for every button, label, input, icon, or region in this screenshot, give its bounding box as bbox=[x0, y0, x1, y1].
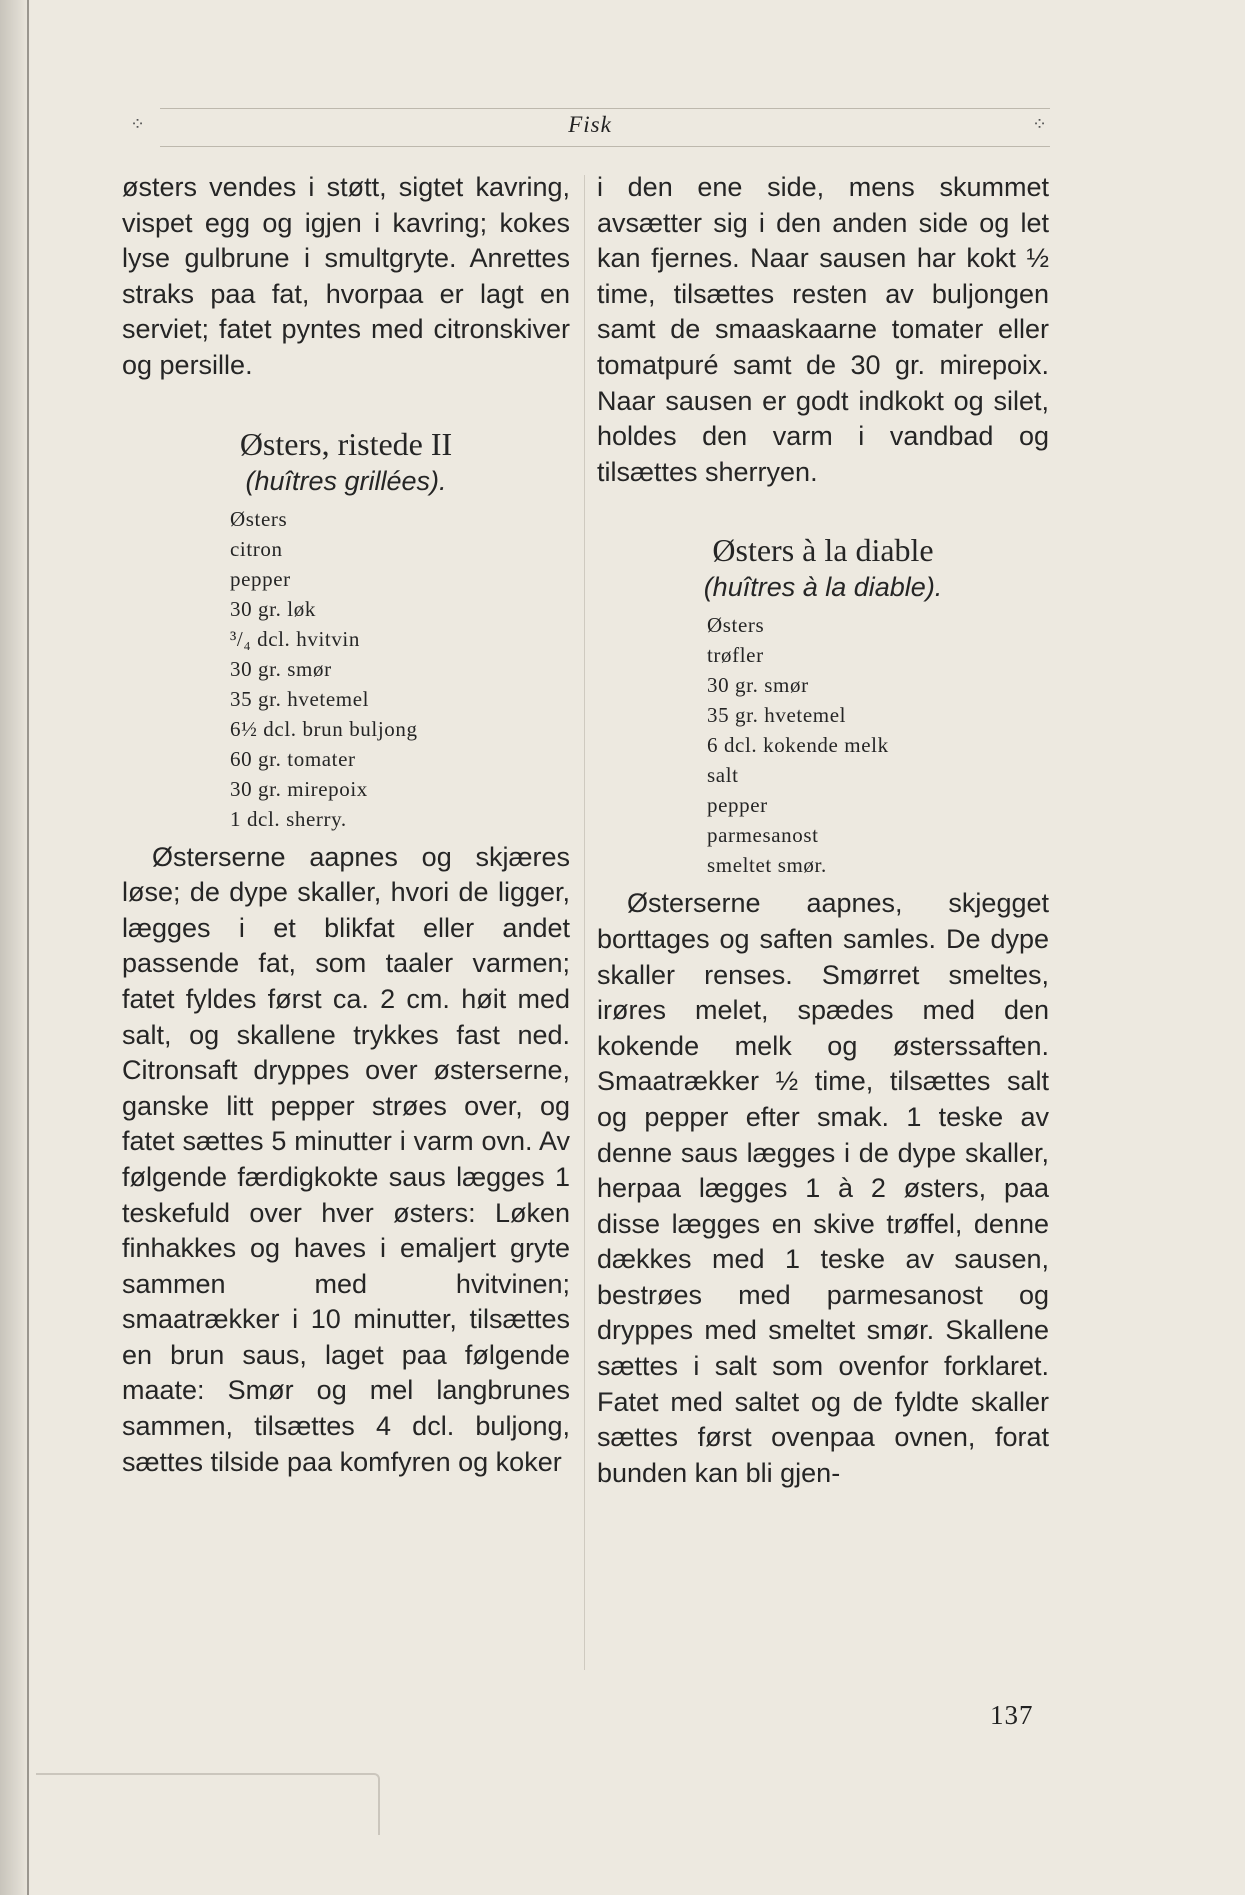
page-binding-edge bbox=[0, 0, 30, 1895]
ingredient-item: trøfler bbox=[707, 643, 764, 668]
recipe-title: Østers à la diable bbox=[712, 532, 934, 569]
ingredient-item: 35 gr. hvetemel bbox=[707, 703, 847, 728]
ingredient-item: 30 gr. løk bbox=[230, 596, 316, 621]
ingredient-item: 30 gr. smør bbox=[230, 656, 332, 681]
ingredient-item: 60 gr. tomater bbox=[230, 746, 356, 771]
page-tab-mark bbox=[36, 1773, 380, 1835]
page-binding-line bbox=[27, 0, 29, 1895]
ingredient-item: Østers bbox=[707, 613, 765, 638]
ingredient-item: Østers bbox=[230, 506, 288, 531]
ingredient-item: pepper bbox=[707, 793, 768, 818]
ingredient-item: 6½ dcl. brun buljong bbox=[230, 716, 418, 741]
recipe-subtitle: (huîtres grillées). bbox=[245, 465, 447, 496]
ingredient-item: salt bbox=[707, 763, 739, 788]
ingredient-item: parmesanost bbox=[707, 823, 819, 848]
ingredient-item: pepper bbox=[230, 566, 291, 591]
ingredient-item: 30 gr. smør bbox=[707, 673, 809, 698]
ingredient-list bbox=[122, 504, 570, 834]
left-column bbox=[122, 170, 570, 1480]
ingredient-item: 30 gr. mirepoix bbox=[230, 776, 368, 801]
method-paragraph: Østerserne aapnes og skjæres løse; de dype skaller, hvori de ligger, lægges i et blikfat eller andet passende fat, som taaler varmen; fatet fyldes først ca. 2 cm. høit med salt, og skallene trykkes fast ned. Citronsaft dryppes over østerserne, ganske litt pepper strøes over, og fatet sættes 5 minutter i varm ovn. Av følgende færdigkokte saus lægges 1 teskefuld over hver østers: Løken finhakkes og haves i emaljert gryte sammen med hvitvinen; smaatrækker i 10 minutter, tilsættes en brun saus, laget paa følgende maate: Smør og mel langbrunes sammen, tilsættes 4 dcl. buljong, sættes tilside paa komfyren og koker bbox=[122, 841, 570, 1477]
recipe-subtitle: (huîtres à la diable). bbox=[703, 572, 943, 603]
intro-paragraph: østers vendes i støtt, sigtet kavring, vispet egg og igjen i kavring; kokes lyse gulbrune i smultgryte. Anrettes straks paa fat, hvorpaa er lagt en serviet; fatet pyntes med citronskiver og persille. bbox=[122, 172, 570, 380]
header-rule-top bbox=[160, 108, 1050, 109]
header-rule-bottom bbox=[160, 146, 1050, 147]
ornament-right-icon: ⁘ bbox=[1032, 114, 1048, 134]
page-number: 137 bbox=[990, 1700, 1034, 1730]
ingredient-item: ³/₄ dcl. hvitvin bbox=[230, 626, 360, 651]
ingredient-item: 1 dcl. sherry. bbox=[230, 806, 347, 831]
ingredient-item: 6 dcl. kokende melk bbox=[707, 733, 889, 758]
method-paragraph: Østerserne aapnes, skjegget borttages og saften samles. De dype skaller renses. Smørret smeltes, irøres melet, spædes med den kokende melk og østerssaften. Smaatrækker ½ time, tilsættes salt og pepper efter smak. 1 teske av denne saus lægges i de dype skaller, herpaa lægges 1 à 2 østers, paa disse lægges en skive trøffel, denne dækkes med 1 teske av sausen, bestrøes med parmesanost og dryppes med smeltet smør. Skallene sættes i salt som ovenfor forklaret. Fatet med saltet og de fyldte skaller sættes først ovenpaa ovnen, forat bunden kan bli gjen- bbox=[597, 888, 1049, 1488]
ingredient-list bbox=[597, 610, 1049, 880]
ingredient-item: 35 gr. hvetemel bbox=[230, 686, 370, 711]
column-divider bbox=[584, 175, 585, 1670]
recipe-title: Østers, ristede II bbox=[239, 425, 453, 462]
ingredient-item: citron bbox=[230, 536, 283, 561]
right-column bbox=[597, 170, 1049, 1491]
ingredient-item: smeltet smør. bbox=[707, 853, 827, 878]
running-head: Fisk bbox=[568, 112, 612, 137]
ornament-left-icon: ⁘ bbox=[130, 114, 146, 134]
continuation-paragraph: i den ene side, mens skummet avsætter sig i den anden side og let kan fjernes. Naar sausen har kokt ½ time, tilsættes resten av buljongen samt de smaaskaarne tomater eller tomatpuré samt de 30 gr. mirepoix. Naar sausen er godt indkokt og silet, holdes den varm i vandbad og tilsættes sherryen. bbox=[597, 172, 1049, 487]
